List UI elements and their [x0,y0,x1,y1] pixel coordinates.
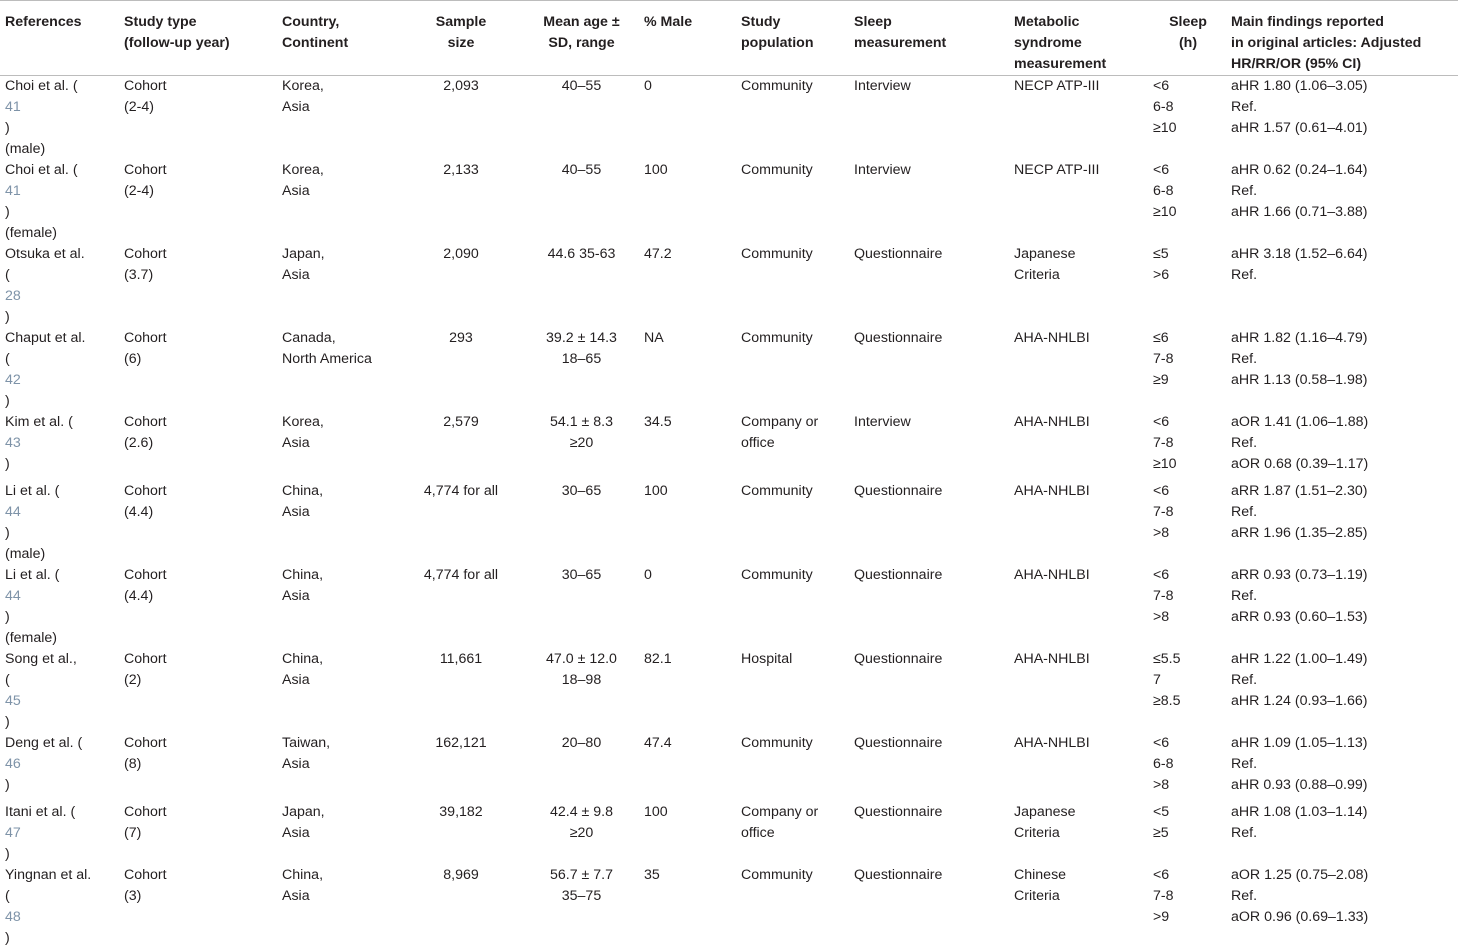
cell-reference: Chaput et al. ( 42 ) [0,328,116,412]
header-study-type: Study type (follow-up year) [116,1,274,76]
cell-study-type: Cohort (4.4) [116,565,274,649]
cell-findings: aHR 0.62 (0.24–1.64) Ref. aHR 1.66 (0.71–3.88) [1227,160,1458,244]
cell-sleep-measurement: Interview [854,160,1011,244]
cell-mean-age: 30–65 [524,481,639,565]
cell-country: Taiwan, Asia [274,733,398,802]
citation-link[interactable]: 48 [5,909,21,925]
cell-pct-male: 100 [639,160,735,244]
cell-metabolic: AHA-NHLBI [1011,328,1149,412]
cell-study-type: Cohort (4.4) [116,481,274,565]
cell-study-population: Community [735,244,854,328]
cell-mean-age: 40–55 [524,160,639,244]
cell-mean-age: 42.4 ± 9.8 ≥20 [524,802,639,865]
cell-country: Japan, Asia [274,802,398,865]
cell-reference: Deng et al. ( 46 ) [0,733,116,802]
cell-study-type: Cohort (2-4) [116,76,274,161]
cell-study-population: Community [735,733,854,802]
cell-country: Korea, Asia [274,412,398,481]
cell-metabolic: AHA-NHLBI [1011,481,1149,565]
cell-study-type: Cohort (2-4) [116,160,274,244]
cell-mean-age: 40–55 [524,76,639,161]
cell-sample-size: 293 [398,328,524,412]
citation-link[interactable]: 46 [5,756,21,772]
cell-reference: Choi et al. ( 41 ) (female) [0,160,116,244]
cell-findings: aRR 1.87 (1.51–2.30) Ref. aRR 1.96 (1.35–2.85) [1227,481,1458,565]
cell-sleep-measurement: Questionnaire [854,733,1011,802]
cell-pct-male: 35 [639,865,735,949]
cell-sample-size: 4,774 for all [398,565,524,649]
cell-study-type: Cohort (3.7) [116,244,274,328]
cell-sleep-hours: <6 7-8 ≥10 [1149,412,1227,481]
citation-link[interactable]: 44 [5,504,21,520]
cell-sleep-hours: <5 ≥5 [1149,802,1227,865]
cell-metabolic: NECP ATP-III [1011,160,1149,244]
cell-findings: aHR 1.09 (1.05–1.13) Ref. aHR 0.93 (0.88–0.99) [1227,733,1458,802]
cell-mean-age: 20–80 [524,733,639,802]
cell-mean-age: 44.6 35-63 [524,244,639,328]
cell-findings: aHR 1.22 (1.00–1.49) Ref. aHR 1.24 (0.93–1.66) [1227,649,1458,733]
header-references: References [0,1,116,76]
cell-sample-size: 39,182 [398,802,524,865]
header-row [0,1,1458,76]
cell-metabolic: AHA-NHLBI [1011,649,1149,733]
cell-findings: aOR 1.41 (1.06–1.88) Ref. aOR 0.68 (0.39–1.17) [1227,412,1458,481]
header-country: Country, Continent [274,1,398,76]
citation-link[interactable]: 47 [5,825,21,841]
cell-pct-male: 100 [639,802,735,865]
cell-sample-size: 4,774 for all [398,481,524,565]
cell-study-population: Community [735,76,854,161]
cell-metabolic: NECP ATP-III [1011,76,1149,161]
cell-pct-male: 34.5 [639,412,735,481]
cell-sleep-hours: <6 7-8 >9 [1149,865,1227,949]
cell-metabolic: AHA-NHLBI [1011,733,1149,802]
cell-metabolic: AHA-NHLBI [1011,565,1149,649]
cell-country: China, Asia [274,481,398,565]
cell-country: Korea, Asia [274,160,398,244]
cell-mean-age: 30–65 [524,565,639,649]
cell-reference: Kim et al. ( 43 ) [0,412,116,481]
cell-sleep-measurement: Questionnaire [854,328,1011,412]
cell-pct-male: 0 [639,565,735,649]
cell-country: Japan, Asia [274,244,398,328]
table-row [0,649,1458,733]
table-row [0,865,1458,949]
cell-mean-age: 47.0 ± 12.0 18–98 [524,649,639,733]
table-row [0,565,1458,649]
cell-study-population: Hospital [735,649,854,733]
cell-sleep-measurement: Questionnaire [854,802,1011,865]
cell-sample-size: 2,090 [398,244,524,328]
cell-sleep-measurement: Questionnaire [854,865,1011,949]
cell-country: Canada, North America [274,328,398,412]
header-study-population: Study population [735,1,854,76]
citation-link[interactable]: 41 [5,99,21,115]
header-main-findings: Main findings reported in original articles: Adjusted HR/RR/OR (95% CI) [1227,1,1458,76]
cell-study-type: Cohort (7) [116,802,274,865]
cell-findings: aRR 0.93 (0.73–1.19) Ref. aRR 0.93 (0.60–1.53) [1227,565,1458,649]
cell-sample-size: 2,093 [398,76,524,161]
cell-sleep-hours: ≤5 >6 [1149,244,1227,328]
citation-link[interactable]: 43 [5,435,21,451]
cell-sample-size: 8,969 [398,865,524,949]
citation-link[interactable]: 41 [5,183,21,199]
cell-study-population: Community [735,160,854,244]
cell-study-population: Community [735,328,854,412]
cell-sleep-hours: <6 7-8 >8 [1149,565,1227,649]
cell-study-type: Cohort (2) [116,649,274,733]
cell-sleep-hours: <6 7-8 >8 [1149,481,1227,565]
table-body [0,76,1458,949]
cell-sleep-hours: <6 6-8 ≥10 [1149,160,1227,244]
table-row [0,412,1458,481]
cell-sample-size: 2,133 [398,160,524,244]
cell-pct-male: 47.2 [639,244,735,328]
cell-metabolic: Japanese Criteria [1011,244,1149,328]
cell-reference: Li et al. ( 44 ) (female) [0,565,116,649]
cell-reference: Song et al., ( 45 ) [0,649,116,733]
cell-reference: Choi et al. ( 41 ) (male) [0,76,116,161]
cell-study-population: Company or office [735,412,854,481]
cell-findings: aHR 3.18 (1.52–6.64) Ref. [1227,244,1458,328]
header-metabolic-syndrome: Metabolic syndrome measurement [1011,1,1149,76]
cell-metabolic: Chinese Criteria [1011,865,1149,949]
cell-reference: Li et al. ( 44 ) (male) [0,481,116,565]
cell-reference: Itani et al. ( 47 ) [0,802,116,865]
header-pct-male: % Male [639,1,735,76]
table-row [0,328,1458,412]
cell-pct-male: 47.4 [639,733,735,802]
cell-reference: Yingnan et al. ( 48 ) [0,865,116,949]
table-row [0,160,1458,244]
cell-study-type: Cohort (2.6) [116,412,274,481]
citation-link[interactable]: 28 [5,288,21,304]
header-mean-age: Mean age ± SD, range [524,1,639,76]
cell-findings: aHR 1.82 (1.16–4.79) Ref. aHR 1.13 (0.58–1.98) [1227,328,1458,412]
table-row [0,802,1458,865]
cell-pct-male: 82.1 [639,649,735,733]
cell-study-population: Community [735,865,854,949]
cell-study-type: Cohort (6) [116,328,274,412]
cell-sleep-measurement: Interview [854,412,1011,481]
cell-sample-size: 11,661 [398,649,524,733]
cell-pct-male: NA [639,328,735,412]
cell-country: China, Asia [274,565,398,649]
cell-study-population: Company or office [735,802,854,865]
cell-metabolic: Japanese Criteria [1011,802,1149,865]
citation-link[interactable]: 45 [5,693,21,709]
cell-sleep-measurement: Questionnaire [854,649,1011,733]
cell-findings: aOR 1.25 (0.75–2.08) Ref. aOR 0.96 (0.69–1.33) [1227,865,1458,949]
cell-country: China, Asia [274,649,398,733]
table-row [0,76,1458,161]
cell-study-type: Cohort (3) [116,865,274,949]
cell-country: China, Asia [274,865,398,949]
cell-sleep-measurement: Questionnaire [854,565,1011,649]
cell-sample-size: 162,121 [398,733,524,802]
cell-study-population: Community [735,481,854,565]
cell-mean-age: 39.2 ± 14.3 18–65 [524,328,639,412]
cell-sleep-hours: ≤6 7-8 ≥9 [1149,328,1227,412]
cell-findings: aHR 1.80 (1.06–3.05) Ref. aHR 1.57 (0.61–4.01) [1227,76,1458,161]
cell-mean-age: 56.7 ± 7.7 35–75 [524,865,639,949]
table-row [0,733,1458,802]
cell-findings: aHR 1.08 (1.03–1.14) Ref. [1227,802,1458,865]
cell-study-population: Community [735,565,854,649]
cell-pct-male: 100 [639,481,735,565]
header-sleep-hours: Sleep (h) [1149,1,1227,76]
table-row [0,244,1458,328]
cell-study-type: Cohort (8) [116,733,274,802]
table-row [0,481,1458,565]
cell-metabolic: AHA-NHLBI [1011,412,1149,481]
cell-reference: Otsuka et al. ( 28 ) [0,244,116,328]
citation-link[interactable]: 44 [5,588,21,604]
cell-sleep-measurement: Interview [854,76,1011,161]
cell-pct-male: 0 [639,76,735,161]
header-sample-size: Sample size [398,1,524,76]
cell-mean-age: 54.1 ± 8.3 ≥20 [524,412,639,481]
cell-sleep-hours: <6 6-8 ≥10 [1149,76,1227,161]
cell-sleep-measurement: Questionnaire [854,244,1011,328]
header-sleep-measurement: Sleep measurement [854,1,1011,76]
cell-sleep-hours: ≤5.5 7 ≥8.5 [1149,649,1227,733]
cell-sleep-measurement: Questionnaire [854,481,1011,565]
cell-sample-size: 2,579 [398,412,524,481]
cell-country: Korea, Asia [274,76,398,161]
citation-link[interactable]: 42 [5,372,21,388]
cell-sleep-hours: <6 6-8 >8 [1149,733,1227,802]
